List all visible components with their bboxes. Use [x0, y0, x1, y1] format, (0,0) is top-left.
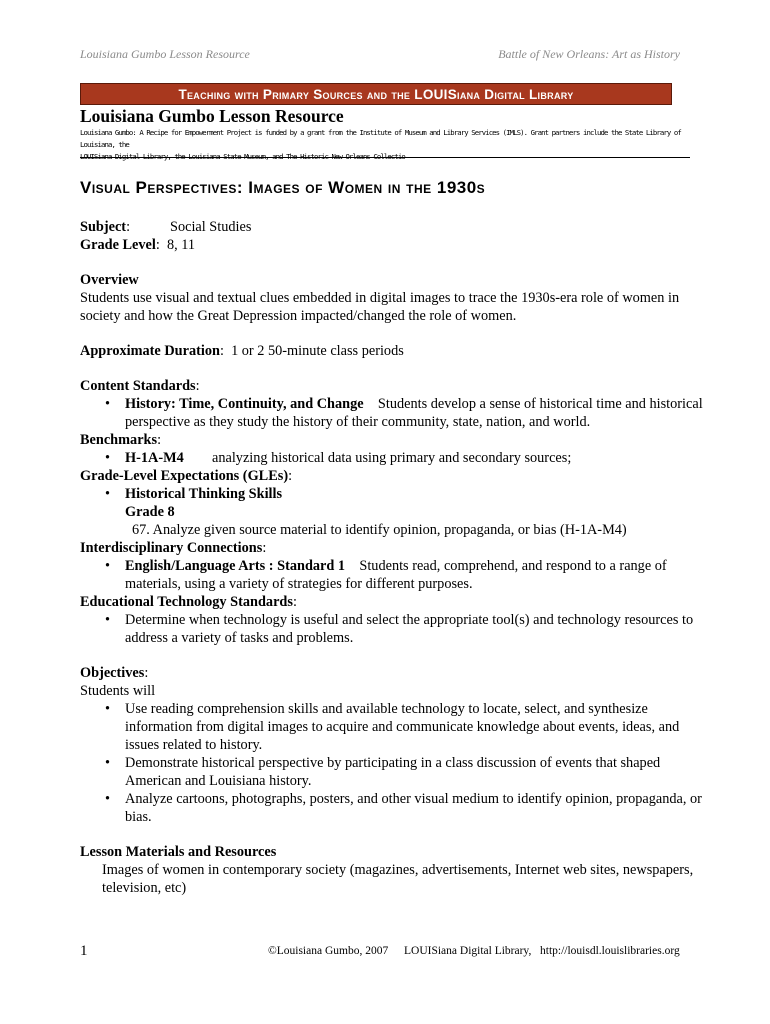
standard-text: Students develop a sense of historical time and historical perspective as they study the history of their community, state, nation, and world.	[125, 396, 703, 430]
duration-row: Approximate Duration: 1 or 2 50-minute class periods	[80, 343, 404, 359]
grade-label: Grade Level	[80, 237, 156, 253]
interdisciplinary-text: Students read, comprehend, and respond to a range of materials, using a variety of strategies for different purposes.	[125, 558, 667, 592]
gle-grade: Grade 8	[125, 504, 175, 520]
grade-row: Grade Level: 8, 11	[80, 237, 196, 253]
standard-term: History: Time, Continuity, and Change	[125, 396, 364, 412]
page-number: 1	[80, 943, 88, 959]
title-divider	[80, 157, 690, 158]
edtech-heading: Educational Technology Standards:	[80, 594, 297, 610]
interdisciplinary-heading: Interdisciplinary Connections:	[80, 540, 267, 556]
footer-url: http://louisdl.louislibraries.org	[540, 945, 680, 957]
lesson-title: Visual Perspectives: Images of Women in the 1930s	[80, 178, 486, 197]
footer-library: LOUISiana Digital Library,	[404, 945, 532, 957]
subject-label: Subject	[80, 219, 127, 235]
benchmarks-list	[80, 449, 705, 467]
materials-heading: Lesson Materials and Resources	[80, 844, 277, 860]
lesson-body	[80, 218, 705, 897]
objectives-list	[80, 700, 705, 826]
list-item	[125, 557, 705, 593]
list-item: • Determine when technology is useful and select the appropriate tool(s) and technology resources to address a variety of tasks and problems.	[125, 611, 705, 647]
resource-title: Louisiana Gumbo Lesson Resource	[80, 106, 344, 126]
subject-value: Social Studies	[170, 219, 252, 235]
edtech-list	[80, 611, 705, 647]
duration-value: 1 or 2 50-minute class periods	[231, 343, 404, 359]
objectives-intro: Students will	[80, 683, 156, 699]
running-header-left: Louisiana Gumbo Lesson Resource	[80, 47, 250, 61]
benchmarks-heading: Benchmarks:	[80, 432, 162, 448]
list-item: • Demonstrate historical perspective by participating in a class discussion of events that shaped American and Louisiana history.	[125, 754, 705, 790]
gle-term: Historical Thinking Skills	[125, 486, 283, 502]
overview-text: Students use visual and textual clues embedded in digital images to trace the 1930s-era role of women in society and how the Great Depression impacted/changed the role of women.	[80, 290, 680, 324]
program-banner: Teaching with Primary Sources and the LOUISiana Digital Library	[80, 83, 672, 105]
content-standards-list	[80, 395, 705, 431]
interdisciplinary-list	[80, 557, 705, 593]
objectives-heading: Objectives:	[80, 665, 149, 681]
duration-label: Approximate Duration	[80, 343, 220, 359]
list-item	[125, 449, 705, 467]
benchmark-code: H-1A-M4	[125, 450, 184, 466]
grade-value: 8, 11	[166, 237, 196, 253]
interdisciplinary-term: English/Language Arts : Standard 1	[125, 558, 346, 574]
gle-list	[80, 485, 705, 503]
content-standards-heading: Content Standards:	[80, 378, 200, 394]
resource-description: Louisiana Gumbo: A Recipe for Empowerment Project is funded by a grant from the Institute of Museum and Library Services (IMLS). Grant partners include the State Library of Louisiana, the	[80, 128, 681, 149]
materials-text: Images of women in contemporary society (magazines, advertisements, Internet web sites, newspapers, television, etc)	[102, 862, 694, 896]
list-item: • Analyze cartoons, photographs, posters, and other visual medium to identify opinion, propaganda, or bias.	[125, 790, 705, 826]
footer-copyright: ©Louisiana Gumbo, 2007	[268, 945, 389, 957]
benchmark-text: analyzing historical data using primary and secondary sources;	[212, 450, 572, 466]
gle-heading: Grade-Level Expectations (GLEs):	[80, 468, 293, 484]
list-item	[125, 485, 705, 503]
subject-row: Subject: Social Studies	[80, 219, 252, 235]
overview-heading: Overview	[80, 272, 139, 288]
list-item	[125, 395, 705, 431]
running-header-right: Battle of New Orleans: Art as History	[498, 47, 680, 61]
list-item: • Use reading comprehension skills and available technology to locate, select, and synthesize information from digital images to acquire and communicate knowledge about events, ideas, and issues related to history.	[125, 700, 705, 754]
gle-expectation: 67. Analyze given source material to identify opinion, propaganda, or bias (H-1A-M4)	[132, 522, 627, 538]
